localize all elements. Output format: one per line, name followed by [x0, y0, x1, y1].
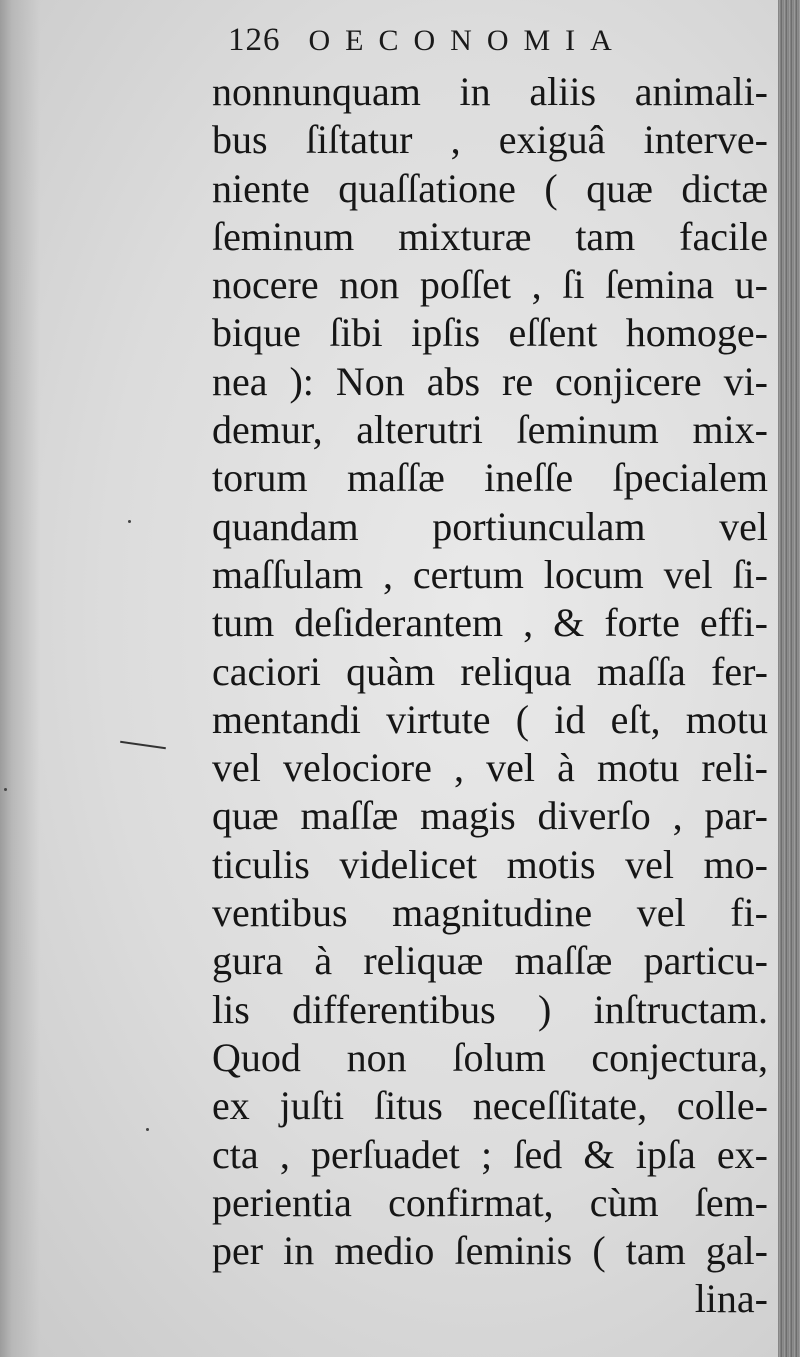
text-line: bus ſiſtatur , exiguâ interve- — [212, 117, 768, 163]
text-line: quandam portiunculam vel — [212, 503, 768, 549]
text-line: mentandi virtute ( id eſt, motu — [212, 696, 768, 742]
ink-speck — [4, 788, 7, 791]
running-title: OECONOMIA — [308, 24, 627, 57]
page-edge — [778, 0, 800, 1357]
text-line: bique ſibi ipſis eſſent homoge- — [212, 310, 768, 356]
ink-speck — [128, 520, 131, 523]
page-gutter — [0, 0, 40, 1357]
text-line: lina- — [694, 1276, 768, 1322]
text-line: maſſulam , certum locum vel ſi- — [212, 551, 768, 597]
margin-mark — [120, 741, 166, 749]
text-line: vel velociore , vel à motu reli- — [212, 745, 768, 791]
text-line: niente quaſſatione ( quæ dictæ — [212, 165, 768, 211]
text-line: nea ): Non abs re conjicere vi- — [212, 358, 768, 404]
page-number: 126 — [228, 22, 281, 58]
text-line: caciori quàm reliqua maſſa fer- — [212, 648, 768, 694]
ink-speck — [146, 1128, 149, 1131]
running-head — [228, 22, 708, 68]
text-line: ex juſti ſitus neceſſitate, colle- — [212, 1083, 768, 1129]
text-line: lis differentibus ) inſtructam. — [212, 986, 768, 1032]
text-line: quæ maſſæ magis diverſo , par- — [212, 793, 768, 839]
text-line: ticulis videlicet motis vel mo- — [212, 841, 768, 887]
text-line: torum maſſæ ineſſe ſpecialem — [212, 455, 768, 501]
text-line: nocere non poſſet , ſi ſemina u- — [212, 262, 768, 308]
text-line: perientia confirmat, cùm ſem- — [212, 1179, 768, 1225]
text-line: ventibus magnitudine vel fi- — [212, 890, 768, 936]
text-line: nonnunquam in aliis animali- — [212, 69, 768, 114]
text-line: demur, alterutri ſeminum mix- — [212, 407, 768, 453]
text-line: Quod non ſolum conjectura, — [212, 1034, 768, 1080]
body-text — [212, 68, 768, 1324]
text-line: ſeminum mixturæ tam facile — [212, 213, 768, 259]
text-line: gura à reliquæ maſſæ particu- — [212, 938, 768, 984]
text-line: per in medio ſeminis ( tam gal- — [212, 1228, 768, 1274]
text-line: cta , perſuadet ; ſed & ipſa ex- — [212, 1131, 768, 1177]
text-line: tum deſiderantem , & forte effi- — [212, 600, 768, 646]
